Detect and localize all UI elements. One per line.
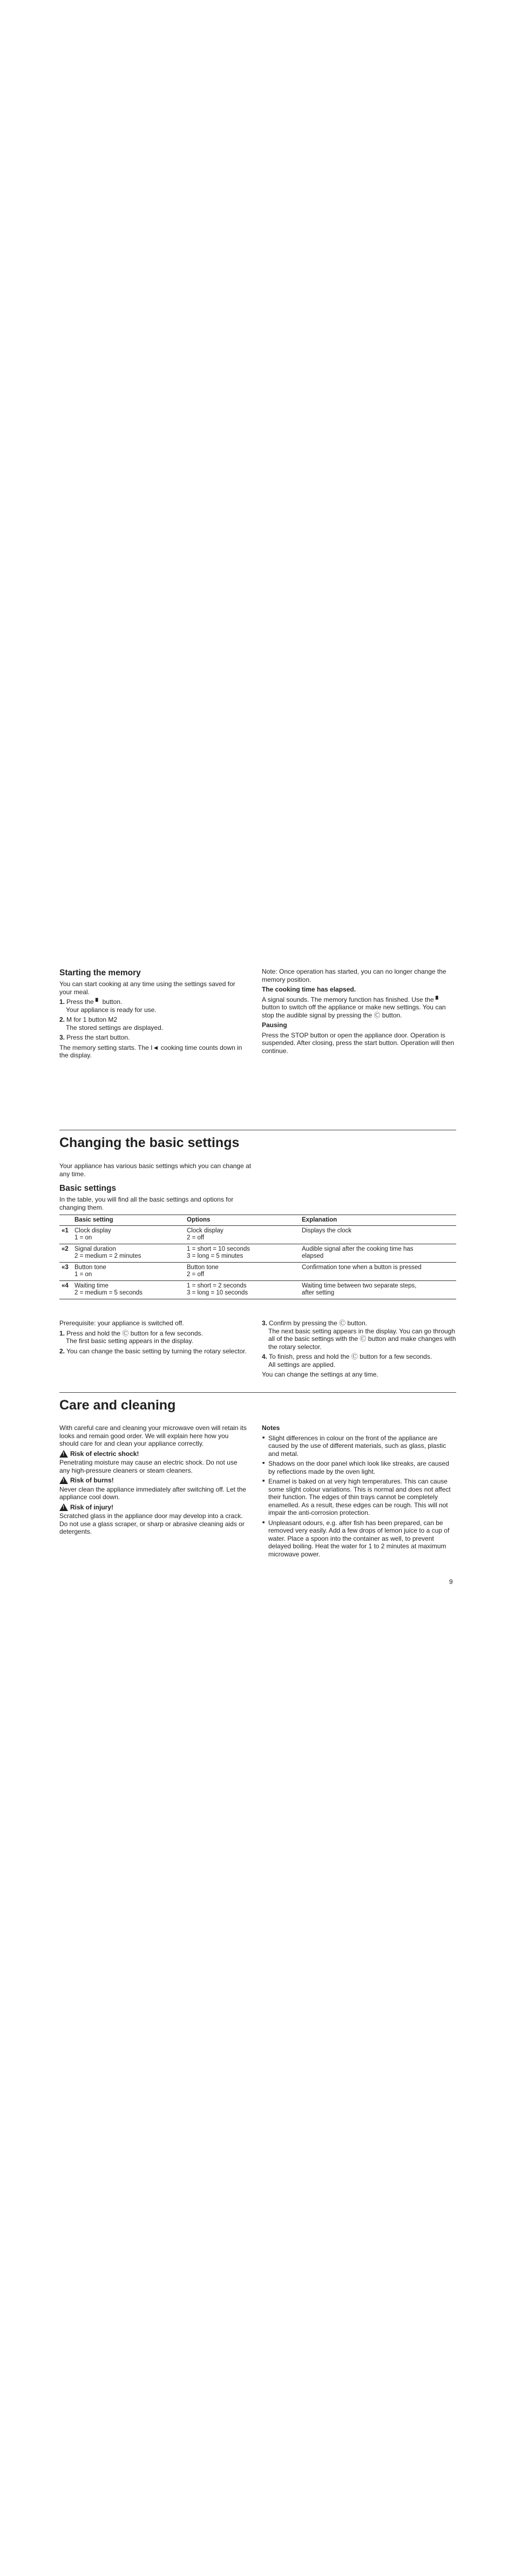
table-row: «4 Waiting time 2 = medium = 5 seconds 1 = short = 2 seconds 3 = long = 10 seconds Waiting time between two separate steps, after setting: [59, 1280, 456, 1299]
list-item: 1. Press and hold the Ⓒ button for a few seconds. The first basic setting appears in the display.: [59, 1329, 203, 1345]
header-options: Options: [185, 1215, 300, 1226]
list-item: ■ Slight differences in colour on the front of the appliance are caused by the use of different materials, such as glass, plastic and metal.: [268, 1434, 456, 1458]
elapsed-text: A signal sounds. The memory function has finished. Use the ▘ button to switch off the appliance or make new settings. You can stop the audible signal by pressing the Ⓒ button.: [262, 995, 446, 1019]
header-explanation: Explanation: [300, 1215, 456, 1226]
pausing-title: Pausing: [262, 1021, 287, 1029]
basic-intro: Your appliance has various basic settings which you can change at any time.: [59, 1162, 252, 1178]
care-left: [59, 1424, 248, 1538]
basic-sub-intro: In the table, you will find all the basic settings and options for changing them.: [59, 1196, 234, 1211]
list-item: 1. Press the ▘ button. Your appliance is ready for use.: [59, 998, 157, 1014]
starting-memory-after: The memory setting starts. The I◄ cooking time counts down in the display.: [59, 1043, 242, 1059]
table-row: «3 Button tone 1 = on Button tone 2 = off Confirmation tone when a button is pressed: [59, 1262, 456, 1280]
starting-memory-intro: You can start cooking at any time using the settings saved for your meal.: [59, 980, 235, 996]
list-item: ■ Enamel is baked on at very high temperatures. This can cause some slight colour variations. This is normal and does not affect their function. The edges of thin trays cannot be completely enamelled. As a result, these edges can be rough. This will not impair the anti-corrosion protection.: [268, 1478, 456, 1517]
warning-text: Never clean the appliance immediately after switching off. Let the appliance cool down.: [59, 1485, 246, 1501]
starting-memory-section: [59, 968, 248, 1062]
header-basic-setting: Basic setting: [72, 1215, 185, 1226]
list-item: ■ Unpleasant odours, e.g. after fish has been prepared, can be removed very easily. Add a few drops of lemon juice to a cup of water. Place a spoon into the container as well, to prevent delayed boiling. Heat the water for 1 to 2 minutes at maximum microwave power.: [268, 1519, 456, 1559]
starting-memory-steps: [59, 998, 248, 1042]
basic-subtitle: Basic settings: [59, 1184, 117, 1193]
prerequisite-text: Prerequisite: your appliance is switched off.: [59, 1319, 184, 1327]
list-item: ■ Shadows on the door panel which look like streaks, are caused by reflections made by the oven light.: [268, 1460, 456, 1475]
table-row: «1 Clock display 1 = on Clock display 2 = off Displays the clock: [59, 1225, 456, 1244]
warning-heading: ! Risk of electric shock!: [59, 1450, 248, 1458]
list-item: 4. To finish, press and hold the Ⓒ button for a few seconds. All settings are applied.: [262, 1353, 432, 1368]
list-item: 3. Confirm by pressing the Ⓒ button. The next basic setting appears in the display. You can go through all of the basic settings with the Ⓒ button and make changes with the rotary selector.: [262, 1319, 456, 1351]
section-divider: [59, 1392, 456, 1393]
care-intro: With careful care and cleaning your microwave oven will retain its looks and remain good order. We will explain here how you should care for and clean your appliance correctly.: [59, 1424, 247, 1447]
basic-steps-left: [59, 1319, 248, 1357]
list-item: 2. M for 1 button M2 The stored settings are displayed.: [59, 1016, 164, 1031]
setting-icon: «3: [59, 1262, 72, 1280]
basic-settings-table: [59, 1215, 456, 1299]
care-title: Care and cleaning: [59, 1398, 176, 1413]
care-notes: [262, 1424, 456, 1560]
warning-text: Scratched glass in the appliance door may develop into a crack. Do not use a glass scraper, or sharp or abrasive cleaning aids or detergents.: [59, 1512, 245, 1535]
table-header-row: [59, 1215, 456, 1226]
list-item: 2. You can change the basic setting by turning the rotary selector.: [59, 1347, 247, 1355]
basic-settings-title: Changing the basic settings: [59, 1135, 240, 1150]
closing-text: You can change the settings at any time.: [262, 1371, 378, 1378]
pausing-text: Press the STOP button or open the appliance door. Operation is suspended. After closing, press the start button. Operation will then continue.: [262, 1031, 455, 1055]
notes-title: Notes: [262, 1424, 280, 1432]
setting-icon: «4: [59, 1280, 72, 1299]
memory-notes-section: [262, 968, 456, 1057]
basic-steps-right: [262, 1319, 456, 1381]
setting-icon: «2: [59, 1244, 72, 1262]
starting-memory-title: Starting the memory: [59, 968, 141, 977]
warning-heading: ! Risk of burns!: [59, 1476, 248, 1485]
warning-icon: [59, 1476, 68, 1484]
page-number: 9: [449, 1578, 453, 1586]
warning-icon: [59, 1503, 68, 1511]
warning-heading: ! Risk of injury!: [59, 1503, 248, 1512]
setting-icon: «1: [59, 1225, 72, 1244]
warning-icon: [59, 1450, 68, 1458]
list-item: 3. Press the start button.: [59, 1034, 130, 1041]
elapsed-title: The cooking time has elapsed.: [262, 986, 356, 993]
basic-settings-intro-block: [59, 1162, 254, 1213]
table-row: «2 Signal duration 2 = medium = 2 minutes 1 = short = 10 seconds 3 = long = 5 minutes Audible signal after the cooking time has elapsed: [59, 1244, 456, 1262]
warning-text: Penetrating moisture may cause an electric shock. Do not use any high-pressure cleaners or steam cleaners.: [59, 1459, 238, 1474]
note-text: Note: Once operation has started, you can no longer change the memory position.: [262, 968, 446, 983]
